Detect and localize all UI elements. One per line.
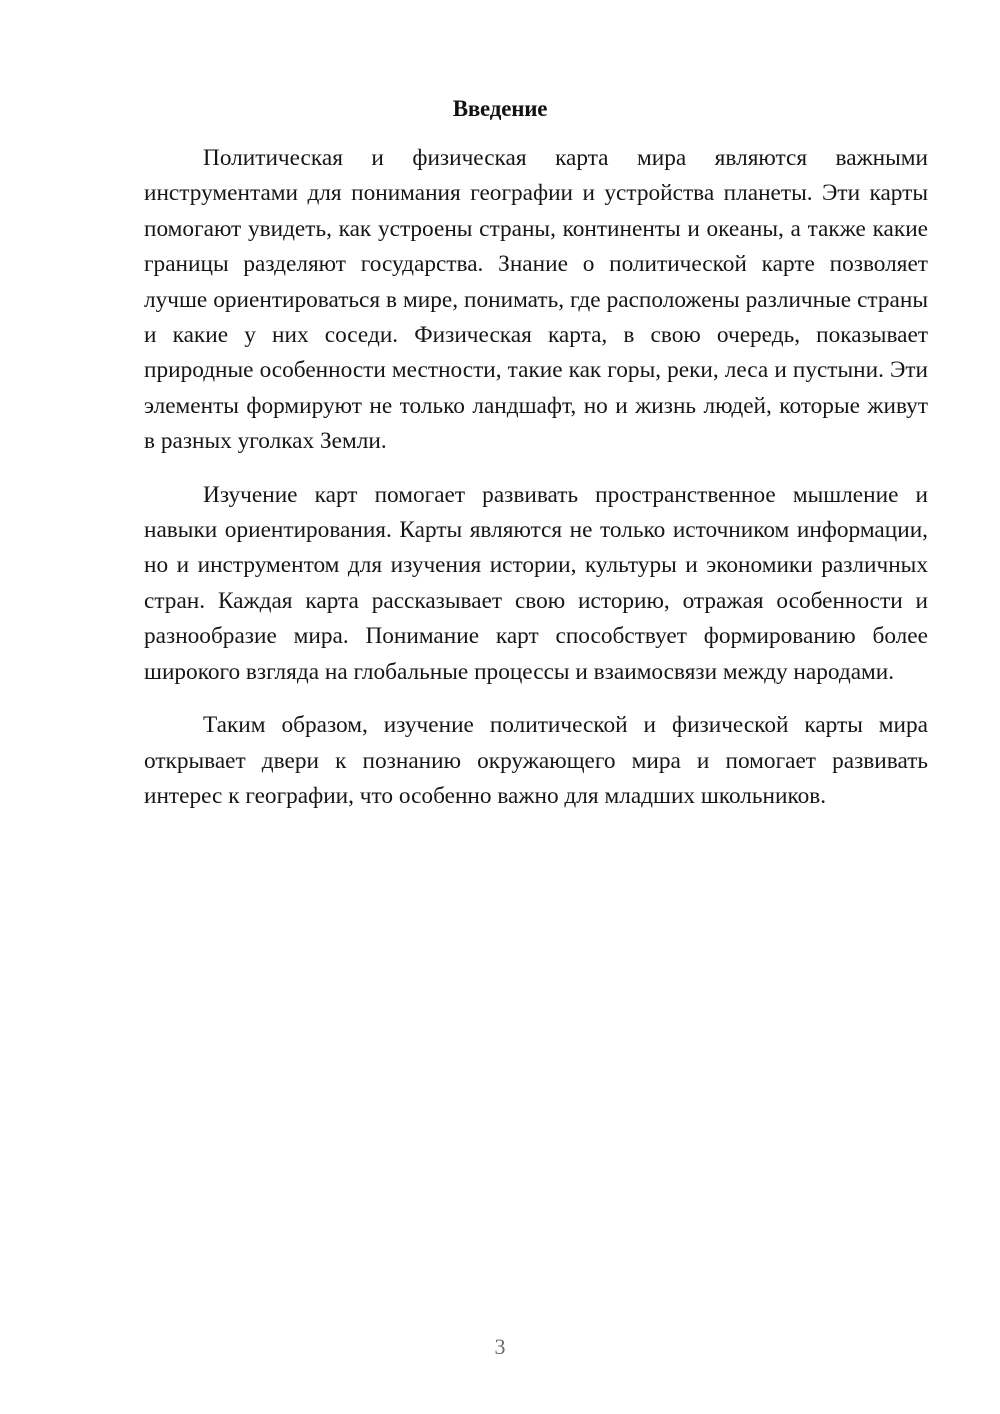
paragraph-2: Изучение карт помогает развивать пространственное мышление и навыки ориентирования. Карты являются не только источником информации, но и инструментом для изучения истории, культуры и экономики различных стран. Каждая карта рассказывает свою историю, отражая особенности и разнообразие мира. Понимание карт способствует формированию более широкого взгляда на глобальные процессы и взаимосвязи между народами.: [144, 481, 928, 685]
section-title: Введение: [452, 96, 548, 121]
paragraph-3: Таким образом, изучение политической и физической карты мира открывает двери к познанию окружающего мира и помогает развивать интерес к географии, что особенно важно для младших школьников.: [144, 712, 928, 809]
page-number: 3: [494, 1334, 506, 1359]
paragraph-1: Политическая и физическая карта мира являются важными инструментами для понимания географии и устройства планеты. Эти карты помогают увидеть, как устроены страны, континенты и океаны, а также какие границы разделяют государства. Знание о политической карте позволяет лучше ориентироваться в мире, понимать, где расположены различные страны и какие у них соседи. Физическая карта, в свою очередь, показывает природные особенности местности, такие как горы, реки, леса и пустыни. Эти элементы формируют не только ландшафт, но и жизнь людей, которые живут в разных уголках Земли.: [144, 145, 928, 455]
body-text: [144, 141, 928, 814]
